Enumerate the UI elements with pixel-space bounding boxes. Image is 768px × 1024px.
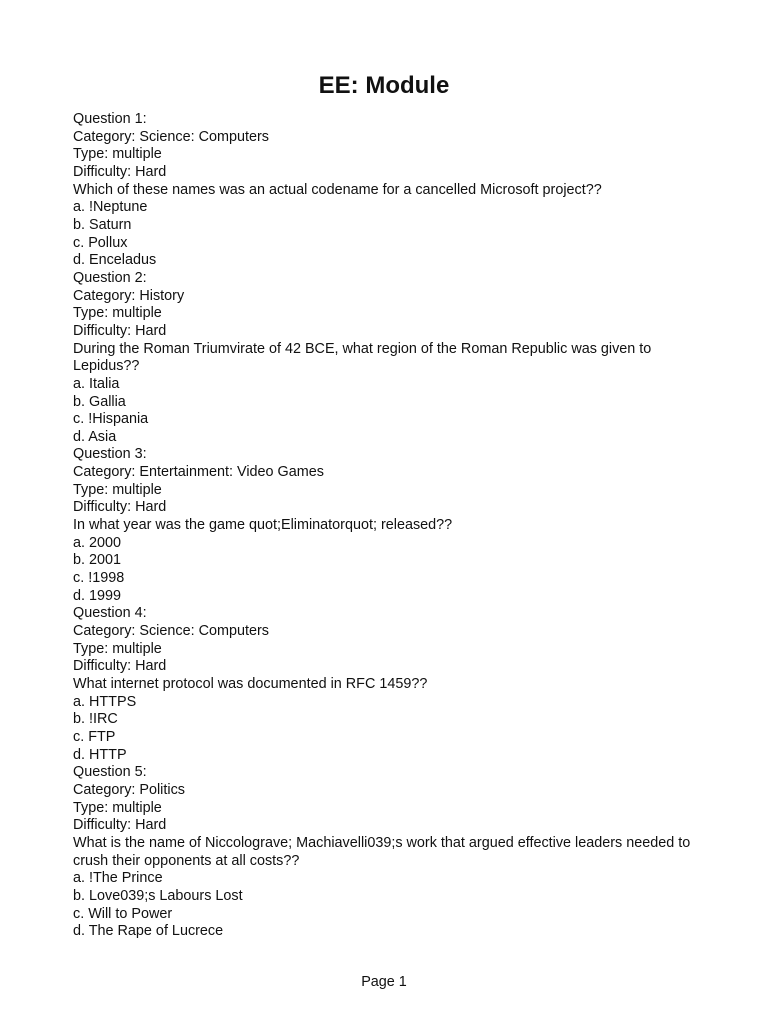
question-block bbox=[73, 605, 693, 764]
question-category: Category: Science: Computers bbox=[73, 623, 269, 640]
question-difficulty: Difficulty: Hard bbox=[73, 499, 167, 516]
answer-option: a. Italia bbox=[73, 375, 120, 392]
question-difficulty: Difficulty: Hard bbox=[73, 322, 167, 339]
answer-option: b. Saturn bbox=[73, 216, 132, 233]
question-category: Category: Science: Computers bbox=[73, 128, 269, 145]
question-type: Type: multiple bbox=[73, 799, 162, 816]
answer-option: d. Enceladus bbox=[73, 252, 157, 269]
question-category: Category: Politics bbox=[73, 781, 185, 798]
question-category: Category: History bbox=[73, 287, 185, 304]
answer-option: a. HTTPS bbox=[73, 693, 137, 710]
answer-option: b. !IRC bbox=[73, 711, 118, 728]
question-type: Type: multiple bbox=[73, 640, 162, 657]
page-number: Page 1 bbox=[361, 974, 407, 990]
question-text: In what year was the game quot;Eliminatorquot; released?? bbox=[73, 517, 453, 534]
answer-option: a. !Neptune bbox=[73, 199, 148, 216]
answer-option: c. Will to Power bbox=[73, 905, 173, 922]
answer-option: c. !1998 bbox=[73, 570, 125, 587]
answer-option: d. The Rape of Lucrece bbox=[73, 923, 224, 940]
question-type: Type: multiple bbox=[73, 481, 162, 498]
answer-option: d. HTTP bbox=[73, 746, 127, 763]
question-text: Which of these names was an actual codename for a cancelled Microsoft project?? bbox=[73, 181, 602, 198]
answer-option: b. 2001 bbox=[73, 552, 122, 569]
document-title: EE: Module bbox=[318, 72, 450, 99]
question-header: Question 3: bbox=[73, 446, 147, 463]
answer-option: a. 2000 bbox=[73, 534, 122, 551]
question-type: Type: multiple bbox=[73, 146, 162, 163]
question-block bbox=[73, 270, 693, 447]
question-difficulty: Difficulty: Hard bbox=[73, 163, 167, 180]
answer-option: b. Love039;s Labours Lost bbox=[73, 887, 243, 904]
question-category: Category: Entertainment: Video Games bbox=[73, 464, 324, 481]
question-list bbox=[73, 111, 693, 941]
question-header: Question 2: bbox=[73, 269, 147, 286]
question-block bbox=[73, 764, 693, 941]
answer-option: d. Asia bbox=[73, 428, 117, 445]
question-block bbox=[73, 446, 693, 605]
answer-option: b. Gallia bbox=[73, 393, 126, 410]
question-difficulty: Difficulty: Hard bbox=[73, 658, 167, 675]
answer-option: c. !Hispania bbox=[73, 411, 149, 428]
answer-option: a. !The Prince bbox=[73, 870, 163, 887]
question-difficulty: Difficulty: Hard bbox=[73, 817, 167, 834]
question-header: Question 5: bbox=[73, 764, 147, 781]
question-header: Question 4: bbox=[73, 605, 147, 622]
question-header: Question 1: bbox=[73, 111, 147, 127]
question-text: During the Roman Triumvirate of 42 BCE, what region of the Roman Republic was given to Lepidus?? bbox=[73, 340, 652, 375]
answer-option: c. FTP bbox=[73, 728, 116, 745]
question-type: Type: multiple bbox=[73, 305, 162, 322]
answer-option: d. 1999 bbox=[73, 587, 122, 604]
answer-option: c. Pollux bbox=[73, 234, 128, 251]
question-text: What is the name of Niccolograve; Machiavelli039;s work that argued effective leaders needed to crush their opponents at all costs?? bbox=[73, 834, 691, 869]
question-block bbox=[73, 111, 693, 270]
question-text: What internet protocol was documented in RFC 1459?? bbox=[73, 676, 428, 692]
